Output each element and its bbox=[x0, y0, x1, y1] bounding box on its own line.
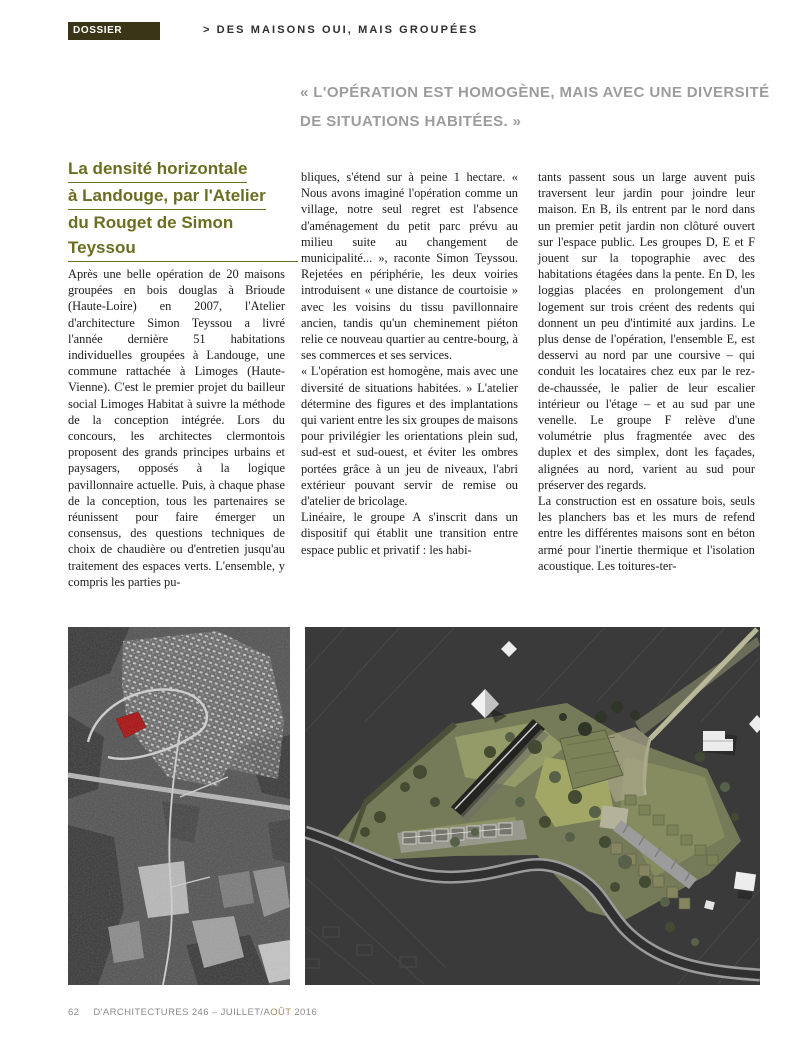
title-line-2: à Landouge, par l'Atelier bbox=[68, 183, 266, 210]
paragraph: « L'opération est homogène, mais avec une diversité de situations habitées. » L'atelier détermine des figures et des implantations qui varient entre les six groupes de maisons pour privilégier les orientations plein sud, sud-est et sud-ouest, et éviter les ombres portées grâce à un jeu de niveaux, l'abri extérieur pouvant servir de remise ou d'atelier de bricolage. bbox=[301, 364, 518, 509]
page-footer bbox=[68, 1007, 317, 1018]
dossier-label: DOSSIER bbox=[68, 22, 160, 40]
pull-quote-line2: DE SITUATIONS HABITÉES. » bbox=[300, 113, 522, 130]
breadcrumb: > DES MAISONS OUI, MAIS GROUPÉES bbox=[203, 24, 479, 36]
aerial-photo-figure bbox=[68, 627, 290, 985]
page-title bbox=[68, 156, 298, 262]
paragraph: tants passent sous un large auvent puis traversent leur jardin pour joindre leur maison. En B, ils entrent par le nord dans un premier petit jardin non clôturé ouvert sur l'espace public. Les groupes D, E et F jouent sur la topographie avec des habitations étagées dans la pente. En D, les loggias placées en prolongement d'un logement sur trois créent des redents qui donnent un peu d'intimité aux jardins. Le plus dense de l'opération, l'ensemble E, est desservi au nord par une coursive – qui conduit les locataires chez eux par le rez-de-chaussée, le palier de leur escalier intérieur ou l'étage – et au sud par une venelle. Le groupe F relève d'une volumétrie plus fragmentée avec des duplex et des simplex, dont les façades, alignées au nord, varient au sud pour préserver des regards. bbox=[538, 170, 755, 492]
title-line-3: du Rouget de Simon Teyssou bbox=[68, 210, 298, 262]
aerial-photo-illustration bbox=[68, 627, 290, 985]
body-column-1 bbox=[68, 266, 285, 590]
page-number: 62 bbox=[68, 1007, 80, 1018]
pull-quote bbox=[300, 78, 770, 136]
paragraph: bliques, s'étend sur à peine 1 hectare. « Nous avons imaginé l'opération comme un village, notre seul regret est l'absence d'aménagement du petit parc prévu au milieu suite au changement de municipalité... », raconte Simon Teyssou. Rejetées en périphérie, les deux voiries introduisent « une distance de courtoisie » avec les voisins du tissu pavillonnaire ancien, tandis qu'un cheminement piéton relie ce nouveau quartier au centre-bourg, à ses commerces et ses services. bbox=[301, 170, 518, 363]
site-plan-figure bbox=[305, 627, 760, 985]
title-line-1: La densité horizontale bbox=[68, 156, 247, 183]
paragraph: La construction est en ossature bois, seuls les planchers bas et les murs de refend entre les différentes maisons sont en béton armé pour l'inertie thermique et l'isolation acoustique. Les toitures-ter- bbox=[538, 494, 755, 573]
site-plan-illustration bbox=[305, 627, 760, 985]
magazine-credit: D'ARCHITECTURES 246 – JUILLET/AOÛT 2016 bbox=[93, 1007, 318, 1018]
paragraph: Linéaire, le groupe A s'inscrit dans un dispositif qui établit une transition entre espace public et privatif : les habi- bbox=[301, 510, 518, 557]
pull-quote-line1: « L'OPÉRATION EST HOMOGÈNE, MAIS AVEC UNE DIVERSITÉ bbox=[300, 84, 770, 101]
paragraph: Après une belle opération de 20 maisons groupées en bois douglas à Brioude (Haute-Loire) en 2007, l'Atelier d'architecture Simon Teyssou a livré l'année dernière 51 habitations individuelles groupées à Landouge, une commune rattachée à Limoges (Haute-Vienne). C'est le premier projet du bailleur social Limoges Habitat à suivre la méthode de la conception intégrée. Lors du concours, les architectes clermontois proposent des grands principes urbains et paysagers, opposés à la logique pavillonnaire actuelle. Puis, à chaque phase de la conception, tous les partenaires se réunissent pour faire émerger un consensus, des questions techniques de choix de chaudière ou d'entretien jusqu'au traitement des espaces verts. L'ensemble, y compris les parties pu- bbox=[68, 267, 285, 589]
magazine-credit-accent: OÛT bbox=[270, 1007, 292, 1018]
body-column-2 bbox=[301, 169, 518, 558]
aerial-photo-grain bbox=[68, 627, 290, 985]
body-column-3 bbox=[538, 169, 755, 574]
